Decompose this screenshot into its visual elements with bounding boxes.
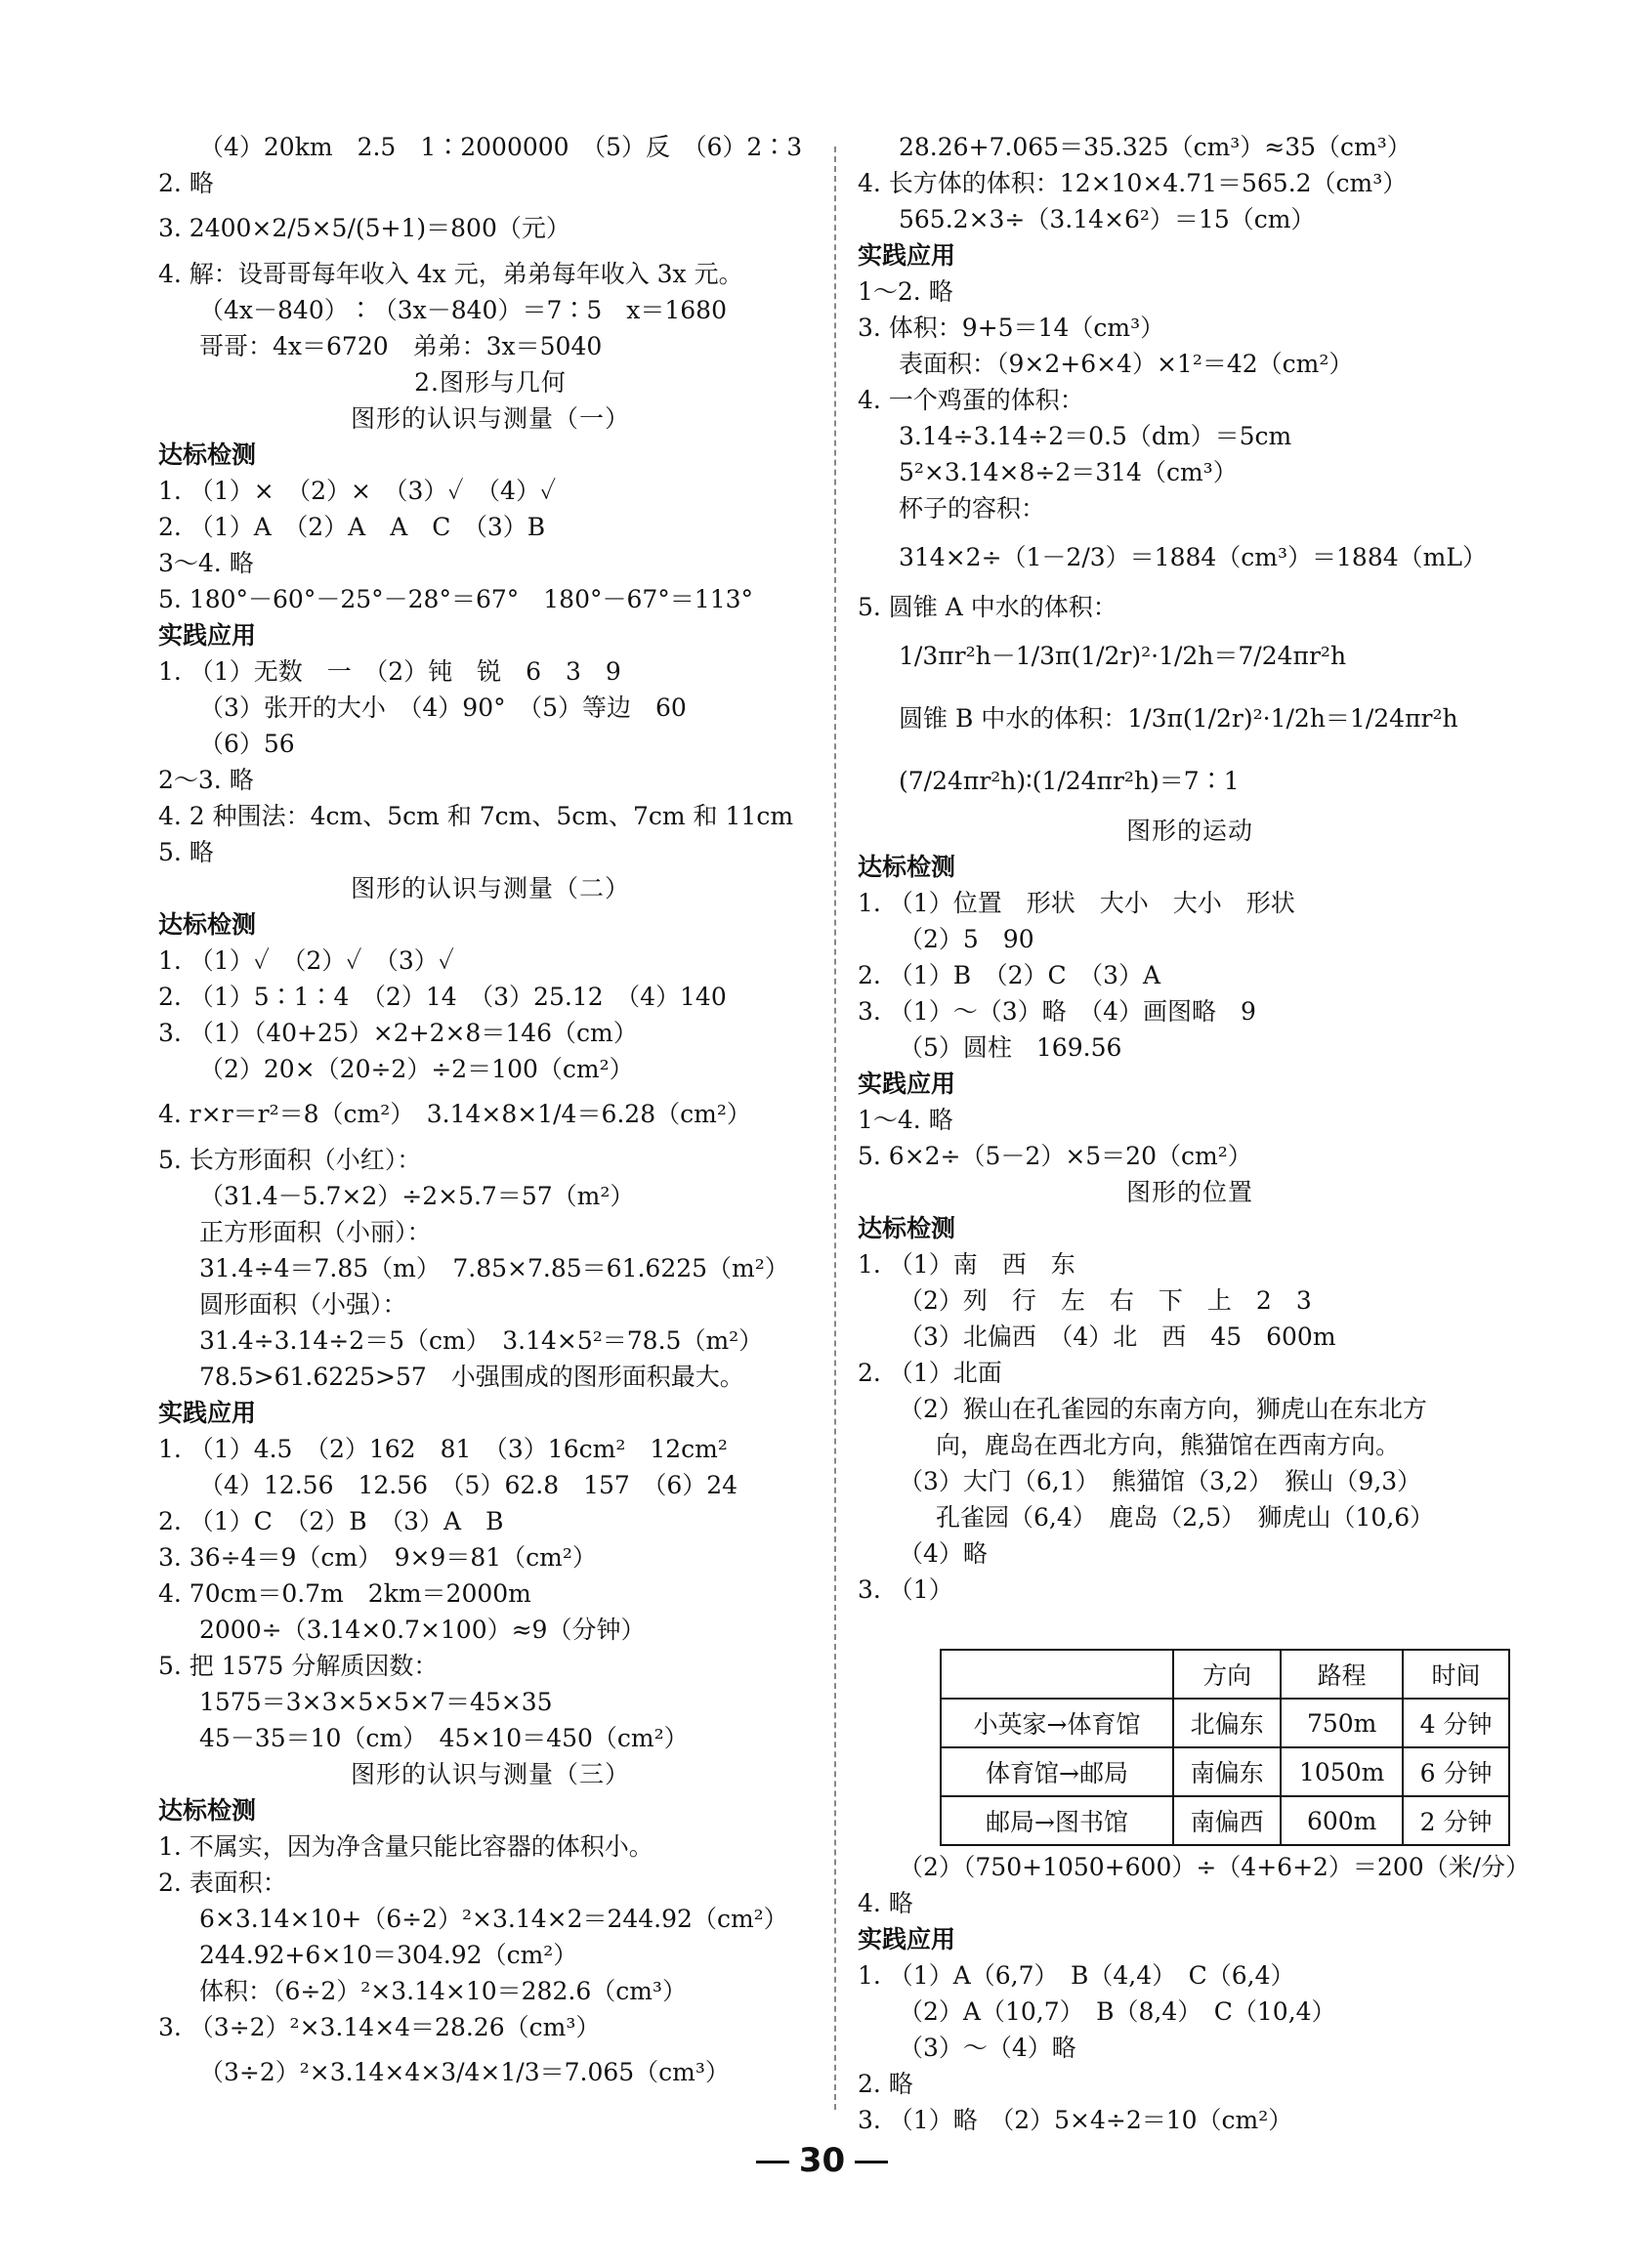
section-heading: 达标检测 [858, 853, 956, 881]
answer-line: 向，鹿岛在西北方向，熊猫馆在西南方向。 [936, 1431, 1401, 1459]
answer-line: 2. 表面积： [158, 1869, 287, 1897]
answer-line: （2）20×（20÷2）÷2＝100（cm²） [199, 1055, 634, 1083]
answer-line: 1. （1）位置 形状 大小 大小 形状 [858, 889, 1295, 917]
answer-line: 5. 圆锥 A 中水的体积： [858, 593, 1117, 621]
answer-line: 2. 略 [858, 2070, 913, 2098]
answer-line: 4. r×r＝r²＝8（cm²） 3.14×8×1/4＝6.28（cm²） [158, 1100, 751, 1128]
answer-line: 2. 略 [158, 169, 214, 197]
answer-line: （2）（750+1050+600）÷（4+6+2）＝200（米/分） [899, 1853, 1531, 1881]
table-row [941, 1796, 1509, 1845]
answer-line: 2. （1）B （2）C （3）A [858, 961, 1161, 989]
answer-line: 哥哥：4x＝6720 弟弟：3x＝5040 [199, 332, 603, 360]
answer-line: 图形的认识与测量（一） [350, 404, 630, 433]
answer-line: 正方形面积（小丽）： [199, 1218, 432, 1246]
table-cell: 小英家→体育馆 [941, 1699, 1173, 1747]
answer-line: 5. 把 1575 分解质因数： [158, 1652, 439, 1680]
answer-line: （3）～（4）略 [899, 2034, 1076, 2062]
answer-line: （3）大门（6,1） 熊猫馆（3,2） 猴山（9,3） [899, 1467, 1422, 1495]
answer-line: 1～2. 略 [858, 277, 953, 306]
table-cell: 南偏西 [1173, 1796, 1281, 1845]
answer-line: 图形的运动 [1125, 817, 1253, 845]
answer-line: （4）12.56 12.56 （5）62.8 157 （6）24 [199, 1471, 738, 1499]
answer-line: 28.26+7.065＝35.325（cm³）≈35（cm³） [899, 133, 1412, 161]
table-cell [941, 1650, 1173, 1699]
answer-line: 3.14÷3.14÷2＝0.5（dm）＝5cm [899, 422, 1292, 450]
answer-line: 5. 180°－60°－25°－28°＝67° 180°－67°＝113° [158, 585, 754, 613]
answer-line: （4）略 [899, 1539, 988, 1568]
answer-line: 3. （1） [858, 1575, 953, 1604]
section-heading: 达标检测 [858, 1214, 956, 1242]
section-heading: 实践应用 [858, 1070, 956, 1098]
answer-line: 表面积：（9×2+6×4）×1²＝42（cm²） [899, 350, 1354, 378]
table-cell: 600m [1281, 1796, 1403, 1845]
answer-line: 1. 不属实，因为净含量只能比容器的体积小。 [158, 1832, 653, 1861]
answer-line: （31.4－5.7×2）÷2×5.7＝57（m²） [199, 1182, 635, 1210]
table-cell: 体育馆→邮局 [941, 1747, 1173, 1796]
section-heading: 实践应用 [858, 1925, 956, 1953]
answer-line: （3÷2）²×3.14×4×3/4×1/3＝7.065（cm³） [199, 2058, 730, 2086]
answer-line: 圆锥 B 中水的体积：1/3π(1/2r)²·1/2h＝1/24πr²h [899, 704, 1458, 733]
answer-line: 2. （1）C （2）B （3）A B [158, 1507, 504, 1535]
table-cell: 路程 [1281, 1650, 1403, 1699]
answer-line: 244.92+6×10＝304.92（cm²） [199, 1941, 578, 1969]
answer-line: 78.5>61.6225>57 小强围成的图形面积最大。 [199, 1363, 744, 1391]
answer-line: 4. 70cm＝0.7m 2km＝2000m [158, 1579, 531, 1608]
answer-line: 4. 长方体的体积：12×10×4.71＝565.2（cm³） [858, 169, 1408, 197]
answer-line: 6×3.14×10+（6÷2）²×3.14×2＝244.92（cm²） [199, 1905, 788, 1933]
left-column [158, 129, 822, 2100]
section-heading: 实践应用 [158, 621, 257, 650]
section-heading: 达标检测 [158, 910, 257, 939]
section-heading: 实践应用 [158, 1399, 257, 1427]
answer-line: 3. 体积：9+5＝14（cm³） [858, 314, 1165, 342]
answer-line: 杯子的容积： [899, 494, 1046, 523]
answer-line: 1. （1）4.5 （2）162 81 （3）16cm² 12cm² [158, 1435, 728, 1463]
table-cell: 北偏东 [1173, 1699, 1281, 1747]
answer-line: 2. （1）5∶1∶4 （2）14 （3）25.12 （4）140 [158, 983, 727, 1011]
answer-line: 31.4÷4＝7.85（m） 7.85×7.85＝61.6225（m²） [199, 1254, 789, 1282]
answer-line: 3. 2400×2/5×5/(5+1)＝800（元） [158, 214, 570, 242]
answer-line: 3～4. 略 [158, 549, 254, 577]
answer-line: （2）列 行 左 右 下 上 2 3 [899, 1286, 1312, 1315]
answer-line: 5. 略 [158, 838, 214, 866]
table-cell: 方向 [1173, 1650, 1281, 1699]
table-header-row [941, 1650, 1509, 1699]
table-cell: 邮局→图书馆 [941, 1796, 1173, 1845]
answer-line: 31.4÷3.14÷2＝5（cm） 3.14×5²＝78.5（m²） [199, 1326, 764, 1355]
answer-line: 5. 6×2÷（5－2）×5＝20（cm²） [858, 1142, 1252, 1170]
right-column-continued [858, 1849, 1531, 2138]
answer-line: （3）北偏西 （4）北 西 45 600m [899, 1323, 1336, 1351]
answer-line: 1. （1）南 西 东 [858, 1250, 1075, 1279]
table-cell: 2 分钟 [1403, 1796, 1509, 1845]
answer-line: 1/3πr²h－1/3π(1/2r)²·1/2h＝7/24πr²h [899, 642, 1347, 670]
answer-line: 3. （1）～（3）略 （4）画图略 9 [858, 997, 1256, 1026]
table-row [941, 1699, 1509, 1747]
answer-line: 3. （1）略 （2）5×4÷2＝10（cm²） [858, 2106, 1293, 2134]
answer-line: 图形的位置 [1125, 1178, 1253, 1206]
answer-line: 5. 长方形面积（小红）： [158, 1146, 422, 1174]
answer-line: （3）张开的大小 （4）90° （5）等边 60 [199, 693, 687, 722]
table-cell: 4 分钟 [1403, 1699, 1509, 1747]
answer-line: 3. （1）（40+25）×2+2×8＝146（cm） [158, 1019, 638, 1047]
answer-line: 4. 一个鸡蛋的体积： [858, 386, 1084, 414]
answer-line: 3. （3÷2）²×3.14×4＝28.26（cm³） [158, 2013, 601, 2041]
route-table [940, 1649, 1510, 1846]
table-cell: 6 分钟 [1403, 1747, 1509, 1796]
answer-line: 1575＝3×3×5×5×7＝45×35 [199, 1688, 553, 1716]
answer-line: 565.2×3÷（3.14×6²）＝15（cm） [899, 205, 1316, 233]
answer-line: 4. 略 [858, 1889, 913, 1917]
answer-line: 1. （1）无数 一 （2）钝 锐 6 3 9 [158, 657, 621, 686]
answer-line: 2. （1）北面 [858, 1359, 1002, 1387]
column-divider [834, 147, 836, 2110]
right-column [858, 129, 1522, 1608]
answer-line: 5²×3.14×8÷2＝314（cm³） [899, 458, 1238, 486]
table-cell: 时间 [1403, 1650, 1509, 1699]
table-cell: 南偏东 [1173, 1747, 1281, 1796]
answer-line: （2）A（10,7） B（8,4） C（10,4） [899, 1997, 1336, 2026]
table-cell: 1050m [1281, 1747, 1403, 1796]
answer-line: 体积：（6÷2）²×3.14×10＝282.6（cm³） [199, 1977, 687, 2005]
answer-line: 1. （1）A（6,7） B（4,4） C（6,4） [858, 1961, 1295, 1990]
answer-line: 2～3. 略 [158, 766, 254, 794]
answer-line: 2.图形与几何 [414, 368, 567, 397]
page-number [0, 2141, 1644, 2180]
answer-line: 1. （1）✓ （2）✓ （3）✓ [158, 946, 454, 975]
answer-line: 4. 解：设哥哥每年收入 4x 元，弟弟每年收入 3x 元。 [158, 260, 743, 288]
answer-line: 45－35＝10（cm） 45×10＝450（cm²） [199, 1724, 689, 1752]
answer-line: 圆形面积（小强）： [199, 1290, 407, 1319]
answer-line: 2. （1）A （2）A A C （3）B [158, 513, 546, 541]
answer-line: （2）5 90 [899, 925, 1034, 953]
answer-line: （4x－840）∶（3x－840）＝7∶5 x＝1680 [199, 296, 727, 324]
page-number-text: 30 [798, 2141, 846, 2180]
answer-line: (7/24πr²h)∶(1/24πr²h)＝7∶1 [899, 767, 1240, 795]
answer-line: 孔雀园（6,4） 鹿岛（2,5） 狮虎山（10,6） [936, 1503, 1435, 1532]
section-heading: 实践应用 [858, 241, 956, 270]
answer-line: （5）圆柱 169.56 [899, 1033, 1122, 1062]
table-cell: 750m [1281, 1699, 1403, 1747]
answer-line: 3. 36÷4＝9（cm） 9×9＝81（cm²） [158, 1543, 597, 1572]
answer-line: 2000÷（3.14×0.7×100）≈9（分钟） [199, 1616, 646, 1644]
answer-line: 图形的认识与测量（二） [350, 874, 630, 903]
answer-line: （2）猴山在孔雀园的东南方向，狮虎山在东北方 [899, 1395, 1427, 1423]
answer-line: （6）56 [199, 730, 295, 758]
answer-line: 1. （1）× （2）× （3）✓ （4）✓ [158, 477, 557, 505]
answer-line: 4. 2 种围法：4cm、5cm 和 7cm、5cm、7cm 和 11cm [158, 802, 794, 830]
section-heading: 达标检测 [158, 1796, 257, 1825]
answer-line: 1～4. 略 [858, 1106, 953, 1134]
answer-line: 314×2÷（1－2/3）＝1884（cm³）＝1884（mL） [899, 543, 1487, 571]
section-heading: 达标检测 [158, 441, 257, 469]
answer-line: （4）20km 2.5 1∶2000000 （5）反 （6）2∶3 [199, 133, 803, 161]
answer-line: 图形的认识与测量（三） [350, 1760, 630, 1788]
table-row [941, 1747, 1509, 1796]
